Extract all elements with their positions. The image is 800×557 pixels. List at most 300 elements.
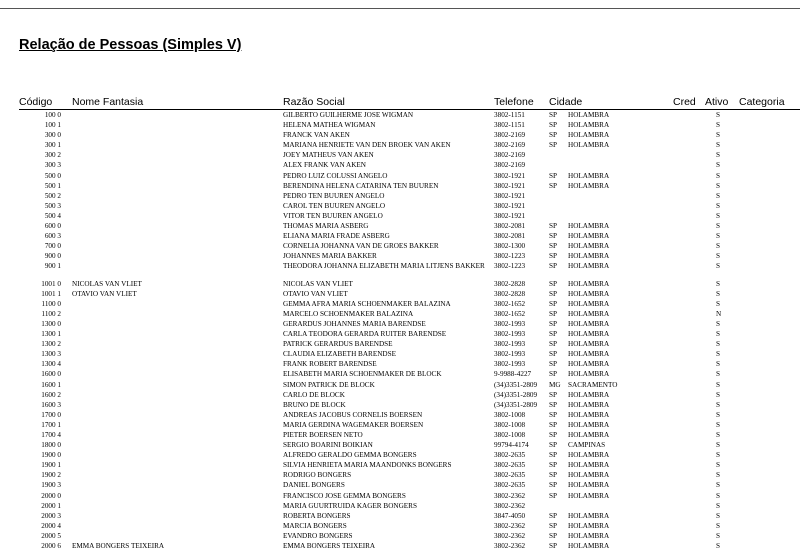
cell-codigo: 300 0: [44, 131, 61, 140]
cell-telefone: 3802-1993: [494, 330, 526, 339]
cell-cidade: HOLAMBRA: [568, 542, 610, 551]
cell-codigo: 100 1: [44, 121, 61, 130]
cell-telefone: 3802-2635: [494, 471, 526, 480]
cell-codigo: 300 1: [44, 141, 61, 150]
cell-uf: SP: [549, 521, 557, 530]
cell-cidade: HOLAMBRA: [568, 111, 610, 119]
table-row: [0, 542, 800, 552]
table-row: [0, 451, 800, 461]
cell-telefone: 3802-1921: [494, 171, 526, 180]
cell-codigo: 700 0: [44, 242, 61, 251]
cell-uf: SP: [549, 491, 557, 500]
cell-razao-social: EVANDRO BONGERS: [283, 531, 353, 540]
cell-telefone: 3802-1008: [494, 410, 526, 419]
cell-telefone: (34)3351-2809: [494, 400, 538, 409]
cell-ativo: S: [716, 279, 720, 288]
cell-ativo: S: [716, 471, 720, 480]
cell-codigo: 500 3: [44, 201, 61, 210]
table-row: [0, 202, 800, 212]
cell-ativo: S: [716, 222, 720, 231]
cell-cidade: HOLAMBRA: [568, 222, 610, 231]
cell-nome-fantasia: EMMA BONGERS TEIXEIRA: [72, 542, 165, 551]
cell-telefone: 3802-2169: [494, 161, 526, 170]
cell-razao-social: BERENDINA HELENA CATARINA TEN BUUREN: [283, 181, 439, 190]
cell-cidade: HOLAMBRA: [568, 262, 610, 271]
table-row: [0, 522, 800, 532]
cell-telefone: 3802-1993: [494, 319, 526, 328]
cell-codigo: 1900 0: [41, 451, 61, 460]
cell-telefone: 3802-1921: [494, 211, 526, 220]
cell-razao-social: FRANK ROBERT BARENDSE: [283, 360, 377, 369]
cell-uf: SP: [549, 131, 557, 140]
cell-ativo: S: [716, 511, 720, 520]
cell-codigo: 100 0: [44, 111, 61, 119]
cell-telefone: 3802-1151: [494, 111, 525, 119]
cell-telefone: 3802-1921: [494, 201, 526, 210]
cell-cidade: HOLAMBRA: [568, 410, 610, 419]
cell-codigo: 2000 4: [41, 521, 61, 530]
cell-razao-social: ROBERTA BONGERS: [283, 511, 351, 520]
cell-codigo: 500 0: [44, 171, 61, 180]
cell-ativo: S: [716, 262, 720, 271]
table-row: [0, 182, 800, 192]
cell-codigo: 1800 0: [41, 441, 61, 450]
cell-razao-social: PIETER BOERSEN NETO: [283, 431, 363, 439]
cell-uf: SP: [549, 141, 557, 150]
cell-cidade: HOLAMBRA: [568, 531, 610, 540]
cell-razao-social: MARIA GERDINA WAGEMAKER BOERSEN: [283, 420, 424, 429]
cell-razao-social: ALEX FRANK VAN AKEN: [283, 161, 366, 170]
cell-ativo: S: [716, 201, 720, 210]
header-telefone: Telefone: [494, 96, 534, 108]
header-ativo: Ativo: [705, 96, 729, 108]
cell-razao-social: PATRICK GERARDUS BARENDSE: [283, 340, 393, 349]
table-row: [0, 421, 800, 431]
table-row: [0, 492, 800, 502]
cell-razao-social: MARCELO SCHOENMAKER BALAZINA: [283, 309, 414, 318]
cell-ativo: S: [716, 171, 720, 180]
header-codigo: Código: [19, 96, 53, 108]
cell-ativo: S: [716, 491, 720, 500]
cell-codigo: 300 2: [44, 151, 61, 160]
cell-uf: SP: [549, 222, 557, 231]
cell-razao-social: SERGIO BOARINI BOIKIAN: [283, 441, 373, 450]
table-row: [0, 212, 800, 222]
cell-ativo: S: [716, 330, 720, 339]
cell-uf: SP: [549, 542, 557, 551]
cell-ativo: S: [716, 299, 720, 308]
cell-telefone: 3802-2081: [494, 222, 526, 231]
cell-cidade: HOLAMBRA: [568, 252, 610, 261]
cell-cidade: HOLAMBRA: [568, 121, 610, 130]
cell-cidade: HOLAMBRA: [568, 309, 610, 318]
cell-uf: SP: [549, 121, 557, 130]
cell-telefone: 3802-2828: [494, 279, 526, 288]
cell-codigo: 500 1: [44, 181, 61, 190]
cell-telefone: 9-9988-4227: [494, 370, 532, 379]
cell-codigo: 1900 1: [41, 461, 61, 470]
cell-telefone: 3802-2362: [494, 542, 526, 551]
cell-razao-social: ANDREAS JACOBUS CORNELIS BOERSEN: [283, 410, 423, 419]
cell-razao-social: DANIEL BONGERS: [283, 481, 345, 490]
cell-uf: SP: [549, 242, 557, 251]
cell-uf: SP: [549, 181, 557, 190]
cell-cidade: HOLAMBRA: [568, 289, 610, 298]
cell-codigo: 1700 1: [41, 420, 61, 429]
cell-uf: SP: [549, 390, 557, 399]
cell-telefone: 3802-1921: [494, 181, 526, 190]
cell-uf: SP: [549, 279, 557, 288]
cell-cidade: HOLAMBRA: [568, 461, 610, 470]
cell-cidade: HOLAMBRA: [568, 242, 610, 251]
cell-cidade: HOLAMBRA: [568, 431, 610, 439]
cell-razao-social: CARLA TEODORA GERARDA RUITER BARENDSE: [283, 330, 447, 339]
cell-uf: SP: [549, 400, 557, 409]
cell-ativo: S: [716, 340, 720, 349]
cell-telefone: 3802-2362: [494, 521, 526, 530]
cell-telefone: 3802-2169: [494, 151, 526, 160]
cell-telefone: 3802-1921: [494, 191, 526, 200]
cell-ativo: S: [716, 420, 720, 429]
cell-telefone: 3802-1223: [494, 262, 526, 271]
cell-codigo: 1600 0: [41, 370, 61, 379]
cell-cidade: HOLAMBRA: [568, 420, 610, 429]
cell-codigo: 1100 0: [41, 299, 61, 308]
table-row: [0, 431, 800, 441]
cell-uf: SP: [549, 360, 557, 369]
cell-nome-fantasia: NICOLAS VAN VLIET: [72, 279, 142, 288]
cell-uf: SP: [549, 481, 557, 490]
header-categoria: Categoria: [739, 96, 785, 108]
cell-telefone: 3802-1008: [494, 420, 526, 429]
table-row: [0, 232, 800, 242]
cell-telefone: (34)3351-2809: [494, 380, 538, 389]
cell-uf: SP: [549, 431, 557, 439]
cell-cidade: HOLAMBRA: [568, 451, 610, 460]
table-row: [0, 401, 800, 411]
cell-ativo: S: [716, 181, 720, 190]
report-title: Relação de Pessoas (Simples V): [19, 37, 242, 53]
cell-ativo: S: [716, 431, 720, 439]
cell-uf: SP: [549, 350, 557, 359]
cell-uf: SP: [549, 471, 557, 480]
cell-cidade: HOLAMBRA: [568, 521, 610, 530]
cell-uf: SP: [549, 309, 557, 318]
cell-telefone: 99794-4174: [494, 441, 529, 450]
cell-cidade: SACRAMENTO: [568, 380, 618, 389]
table-row: [0, 370, 800, 380]
table-row: [0, 360, 800, 370]
cell-razao-social: FRANCK VAN AKEN: [283, 131, 350, 140]
cell-codigo: 900 0: [44, 252, 61, 261]
cell-ativo: S: [716, 121, 720, 130]
cell-razao-social: HELENA MATHEA WIGMAN: [283, 121, 376, 130]
cell-codigo: 300 3: [44, 161, 61, 170]
cell-razao-social: GERARDUS JOHANNES MARIA BARENDSE: [283, 319, 426, 328]
table-row: [0, 121, 800, 131]
cell-codigo: 600 0: [44, 222, 61, 231]
cell-codigo: 1600 1: [41, 380, 61, 389]
cell-cidade: HOLAMBRA: [568, 360, 610, 369]
cell-uf: SP: [549, 531, 557, 540]
cell-telefone: 3802-2635: [494, 451, 526, 460]
header-nome-fantasia: Nome Fantasia: [72, 96, 144, 108]
cell-razao-social: RODRIGO BONGERS: [283, 471, 352, 480]
cell-ativo: S: [716, 370, 720, 379]
header-razao-social: Razão Social: [283, 96, 345, 108]
cell-telefone: 3802-1223: [494, 252, 526, 261]
cell-telefone: 3802-2828: [494, 289, 526, 298]
table-row: [0, 242, 800, 252]
cell-ativo: S: [716, 481, 720, 490]
cell-uf: SP: [549, 451, 557, 460]
cell-cidade: HOLAMBRA: [568, 299, 610, 308]
cell-ativo: S: [716, 289, 720, 298]
cell-razao-social: EMMA BONGERS TEIXEIRA: [283, 542, 376, 551]
cell-cidade: HOLAMBRA: [568, 370, 610, 379]
cell-nome-fantasia: OTAVIO VAN VLIET: [72, 289, 137, 298]
cell-telefone: 3802-1993: [494, 340, 526, 349]
table-row: [0, 411, 800, 421]
cell-codigo: 500 4: [44, 211, 61, 220]
cell-ativo: S: [716, 461, 720, 470]
cell-ativo: S: [716, 360, 720, 369]
cell-codigo: 1600 2: [41, 390, 61, 399]
table-row: [0, 222, 800, 232]
cell-cidade: HOLAMBRA: [568, 171, 610, 180]
cell-codigo: 1900 3: [41, 481, 61, 490]
table-row: [0, 290, 800, 300]
table-row: [0, 481, 800, 491]
cell-telefone: 3802-2635: [494, 461, 526, 470]
cell-codigo: 1300 1: [41, 330, 61, 339]
cell-uf: SP: [549, 262, 557, 271]
cell-cidade: HOLAMBRA: [568, 141, 610, 150]
cell-cidade: HOLAMBRA: [568, 330, 610, 339]
cell-telefone: 3847-4050: [494, 511, 526, 520]
cell-ativo: S: [716, 161, 720, 170]
cell-ativo: S: [716, 501, 720, 510]
cell-cidade: HOLAMBRA: [568, 279, 610, 288]
cell-razao-social: NICOLAS VAN VLIET: [283, 279, 353, 288]
cell-codigo: 2000 1: [41, 501, 61, 510]
cell-razao-social: JOEY MATHEUS VAN AKEN: [283, 151, 374, 160]
cell-razao-social: OTAVIO VAN VLIET: [283, 289, 348, 298]
cell-codigo: 1300 4: [41, 360, 61, 369]
cell-razao-social: MARIA GUURTRUIDA KAGER BONGERS: [283, 501, 417, 510]
table-row: [0, 151, 800, 161]
cell-ativo: S: [716, 441, 720, 450]
cell-cidade: HOLAMBRA: [568, 181, 610, 190]
table-row: [0, 161, 800, 171]
cell-uf: SP: [549, 319, 557, 328]
cell-cidade: HOLAMBRA: [568, 390, 610, 399]
cell-razao-social: PEDRO TEN BUUREN ANGELO: [283, 191, 385, 200]
table-row: [0, 381, 800, 391]
cell-ativo: S: [716, 350, 720, 359]
table-row: [0, 532, 800, 542]
cell-razao-social: CARLO DE BLOCK: [283, 390, 345, 399]
cell-cidade: HOLAMBRA: [568, 232, 610, 241]
table-row: [0, 441, 800, 451]
cell-ativo: S: [716, 151, 720, 160]
cell-uf: SP: [549, 370, 557, 379]
table-row: [0, 471, 800, 481]
cell-cidade: HOLAMBRA: [568, 471, 610, 480]
cell-razao-social: VITOR TEN BUUREN ANGELO: [283, 211, 383, 220]
table-row: [0, 192, 800, 202]
table-row: [0, 330, 800, 340]
cell-razao-social: SIMON PATRICK DE BLOCK: [283, 380, 375, 389]
cell-uf: SP: [549, 232, 557, 241]
cell-telefone: 3802-1300: [494, 242, 526, 251]
cell-razao-social: FRANCISCO JOSE GEMMA BONGERS: [283, 491, 406, 500]
cell-uf: SP: [549, 171, 557, 180]
cell-ativo: S: [716, 252, 720, 261]
cell-telefone: 3802-1652: [494, 309, 526, 318]
cell-telefone: 3802-2169: [494, 131, 526, 140]
cell-razao-social: ELISABETH MARIA SCHOENMAKER DE BLOCK: [283, 370, 442, 379]
cell-uf: SP: [549, 299, 557, 308]
cell-cidade: HOLAMBRA: [568, 511, 610, 520]
cell-ativo: S: [716, 211, 720, 220]
cell-razao-social: GILBERTO GUILHERME JOSE WIGMAN: [283, 111, 414, 119]
cell-ativo: S: [716, 191, 720, 200]
cell-uf: SP: [549, 330, 557, 339]
cell-codigo: 1300 0: [41, 319, 61, 328]
cell-telefone: 3802-2081: [494, 232, 526, 241]
cell-codigo: 900 1: [44, 262, 61, 271]
cell-uf: SP: [549, 252, 557, 261]
cell-codigo: 1700 4: [41, 431, 61, 439]
cell-ativo: S: [716, 380, 720, 389]
table-row: [0, 512, 800, 522]
cell-ativo: S: [716, 410, 720, 419]
top-border-line: [0, 8, 800, 9]
cell-razao-social: CLAUDIA ELIZABETH BARENDSE: [283, 350, 396, 359]
cell-codigo: 1001 0: [41, 279, 61, 288]
cell-codigo: 2000 0: [41, 491, 61, 500]
cell-cidade: HOLAMBRA: [568, 131, 610, 140]
table-row: [0, 502, 800, 512]
cell-codigo: 1700 0: [41, 410, 61, 419]
cell-codigo: 600 3: [44, 232, 61, 241]
cell-telefone: 3802-2635: [494, 481, 526, 490]
table-row: [0, 340, 800, 350]
cell-telefone: (34)3351-2809: [494, 390, 538, 399]
cell-uf: SP: [549, 511, 557, 520]
cell-cidade: HOLAMBRA: [568, 350, 610, 359]
cell-razao-social: MARIANA HENRIETE VAN DEN BROEK VAN AKEN: [283, 141, 451, 150]
cell-telefone: 3802-2362: [494, 491, 526, 500]
cell-ativo: S: [716, 319, 720, 328]
cell-cidade: HOLAMBRA: [568, 491, 610, 500]
cell-ativo: S: [716, 141, 720, 150]
cell-uf: SP: [549, 289, 557, 298]
table-row: [0, 350, 800, 360]
cell-cidade: HOLAMBRA: [568, 481, 610, 490]
cell-codigo: 2000 5: [41, 531, 61, 540]
header-cidade: Cidade: [549, 96, 583, 108]
cell-ativo: S: [716, 131, 720, 140]
cell-razao-social: CAROL TEN BUUREN ANGELO: [283, 201, 386, 210]
cell-ativo: S: [716, 531, 720, 540]
cell-telefone: 3802-1652: [494, 299, 526, 308]
cell-uf: SP: [549, 410, 557, 419]
table-row: [0, 111, 800, 121]
table-row: [0, 461, 800, 471]
cell-telefone: 3802-1993: [494, 350, 526, 359]
cell-ativo: S: [716, 232, 720, 241]
cell-razao-social: CORNELIA JOHANNA VAN DE GROES BAKKER: [283, 242, 439, 251]
cell-razao-social: ELIANA MARIA FRADE ASBERG: [283, 232, 390, 241]
cell-uf: SP: [549, 111, 557, 119]
cell-telefone: 3802-2362: [494, 501, 526, 510]
cell-ativo: N: [716, 309, 722, 318]
cell-ativo: S: [716, 542, 720, 551]
table-row: [0, 310, 800, 320]
cell-uf: SP: [549, 441, 557, 450]
table-row: [0, 280, 800, 290]
table-row: [0, 141, 800, 151]
cell-codigo: 1600 3: [41, 400, 61, 409]
cell-ativo: S: [716, 400, 720, 409]
cell-uf: SP: [549, 340, 557, 349]
cell-razao-social: JOHANNES MARIA BAKKER: [283, 252, 377, 261]
cell-razao-social: THEODORA JOHANNA ELIZABETH MARIA LITJENS BAKKER: [283, 262, 485, 271]
cell-codigo: 500 2: [44, 191, 61, 200]
cell-telefone: 3802-1993: [494, 360, 526, 369]
header-divider: [19, 109, 800, 110]
header-cred: Cred: [673, 96, 696, 108]
cell-cidade: CAMPINAS: [568, 441, 606, 450]
cell-razao-social: GEMMA AFRA MARIA SCHOENMAKER BALAZINA: [283, 299, 451, 308]
cell-razao-social: ALFREDO GERALDO GEMMA BONGERS: [283, 451, 417, 460]
cell-razao-social: SILVIA HENRIETA MARIA MAANDONKS BONGERS: [283, 461, 452, 470]
table-row: [0, 172, 800, 182]
cell-ativo: S: [716, 111, 720, 119]
table-row: [0, 300, 800, 310]
cell-uf: MG: [549, 380, 561, 389]
cell-codigo: 2000 3: [41, 511, 61, 520]
cell-ativo: S: [716, 242, 720, 251]
cell-uf: SP: [549, 461, 557, 470]
cell-telefone: 3802-1008: [494, 431, 526, 439]
cell-uf: SP: [549, 420, 557, 429]
cell-ativo: S: [716, 521, 720, 530]
cell-codigo: 1001 1: [41, 289, 61, 298]
table-row: [0, 262, 800, 279]
table-row: [0, 131, 800, 141]
cell-razao-social: PEDRO LUIZ COLUSSI ANGELO: [283, 171, 388, 180]
cell-razao-social: BRUNO DE BLOCK: [283, 400, 346, 409]
cell-codigo: 2000 6: [41, 542, 61, 551]
cell-razao-social: MARCIA BONGERS: [283, 521, 347, 530]
cell-telefone: 3802-2362: [494, 531, 526, 540]
cell-ativo: S: [716, 451, 720, 460]
cell-codigo: 1300 3: [41, 350, 61, 359]
cell-codigo: 1900 2: [41, 471, 61, 480]
cell-codigo: 1100 2: [41, 309, 61, 318]
table-row: [0, 252, 800, 262]
cell-ativo: S: [716, 390, 720, 399]
report-table-body: [0, 111, 800, 552]
table-row: [0, 391, 800, 401]
cell-cidade: HOLAMBRA: [568, 340, 610, 349]
cell-telefone: 3802-1151: [494, 121, 525, 130]
column-header-row: [0, 96, 800, 110]
cell-codigo: 1300 2: [41, 340, 61, 349]
